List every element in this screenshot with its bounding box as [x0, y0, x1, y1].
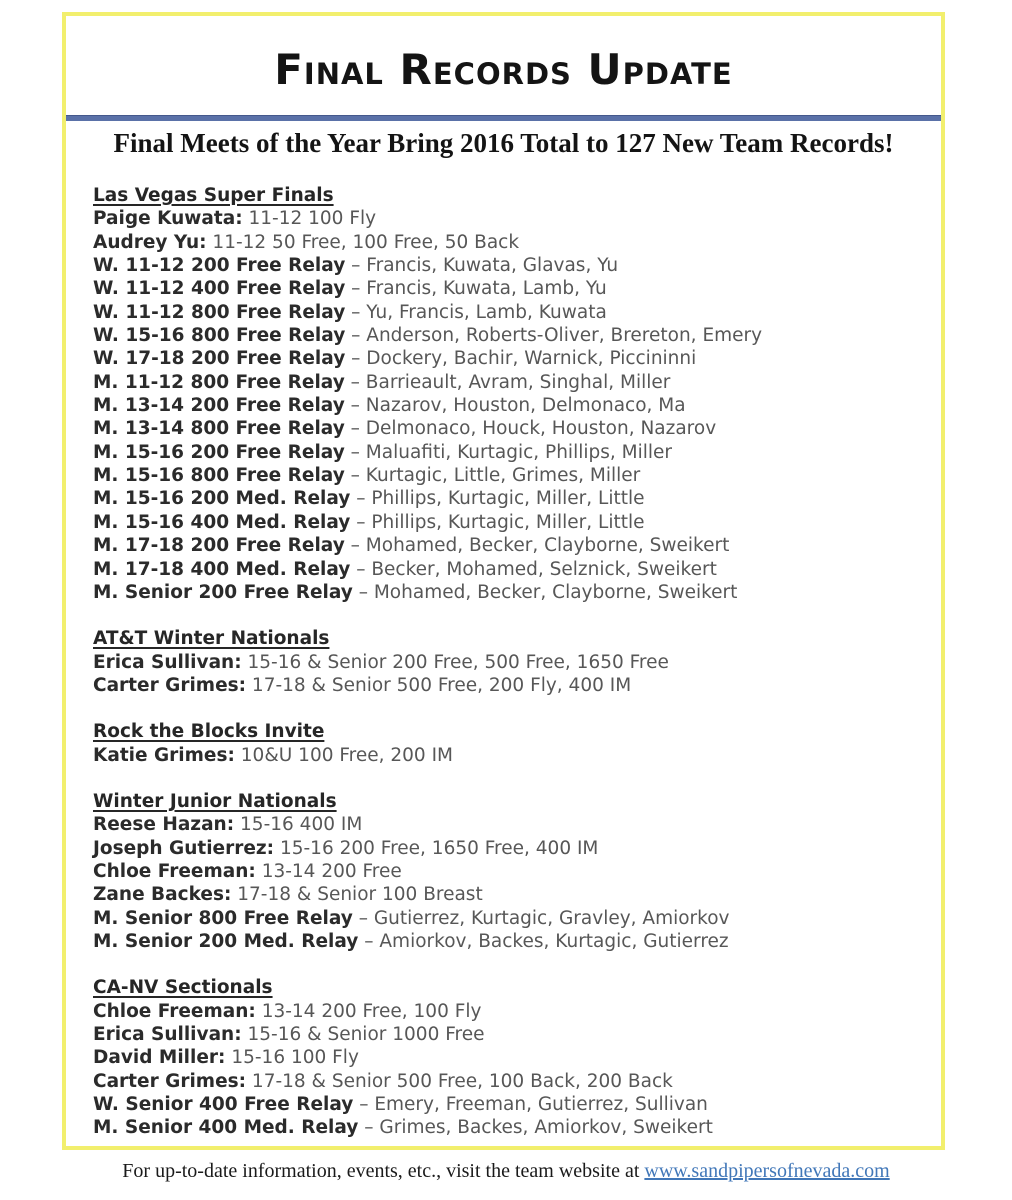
- section-heading: CA-NV Sectionals: [93, 977, 273, 999]
- entry-detail: 10&U 100 Free, 200 IM: [240, 744, 453, 766]
- entry-detail: – Becker, Mohamed, Selznick, Sweikert: [356, 558, 717, 580]
- record-entry: [93, 347, 923, 370]
- footer: [0, 1160, 1012, 1183]
- section-rock-the-blocks-invite: [93, 720, 923, 767]
- record-entry: [93, 1070, 923, 1093]
- record-entry: [93, 207, 923, 230]
- entry-detail: 17-18 & Senior 100 Breast: [237, 884, 483, 906]
- entry-detail: 15-16 200 Free, 1650 Free, 400 IM: [279, 837, 599, 859]
- bordered-sheet: [62, 12, 945, 1150]
- record-entry: [93, 324, 923, 347]
- entry-subject: M. 11-12 800 Free Relay: [93, 371, 345, 393]
- section-las-vegas-super-finals: [93, 184, 923, 604]
- entry-detail: – Anderson, Roberts-Oliver, Brereton, Emery: [351, 325, 763, 347]
- record-entry: [93, 1046, 923, 1069]
- entry-detail: – Grimes, Backes, Amiorkov, Sweikert: [364, 1117, 713, 1139]
- record-entry: [93, 534, 923, 557]
- entry-subject: M. 15-16 200 Free Relay: [93, 441, 345, 463]
- record-entry: [93, 254, 923, 277]
- record-entry: [93, 744, 923, 767]
- entry-detail: 15-16 400 IM: [240, 814, 363, 836]
- record-entry: [93, 441, 923, 464]
- entry-subject: M. Senior 400 Med. Relay: [93, 1117, 359, 1139]
- record-entry: [93, 511, 923, 534]
- record-entry: [93, 394, 923, 417]
- records-content: [66, 184, 941, 1140]
- entry-detail: 15-16 & Senior 1000 Free: [247, 1024, 485, 1045]
- record-entry: [93, 930, 923, 953]
- entry-subject: Audrey Yu:: [93, 231, 207, 253]
- page-title: Final Records Update: [274, 45, 733, 94]
- entry-subject: Katie Grimes:: [93, 744, 235, 766]
- entry-subject: Erica Sullivan:: [93, 1024, 242, 1045]
- record-entry: [93, 581, 923, 604]
- entry-detail: – Kurtagic, Little, Grimes, Miller: [350, 465, 641, 487]
- record-entry: [93, 1000, 923, 1023]
- entry-detail: – Emery, Freeman, Gutierrez, Sullivan: [359, 1094, 708, 1116]
- entry-subject: M. 13-14 200 Free Relay: [93, 395, 345, 417]
- entry-detail: – Mohamed, Becker, Clayborne, Sweikert: [358, 581, 738, 603]
- entry-subject: M. 17-18 200 Free Relay: [93, 535, 345, 557]
- horizontal-divider: [66, 115, 941, 121]
- entry-subject: M. Senior 200 Med. Relay: [93, 930, 359, 952]
- entry-detail: – Barrieault, Avram, Singhal, Miller: [350, 371, 671, 393]
- section-heading: Winter Junior Nationals: [93, 790, 337, 812]
- section-heading: AT&T Winter Nationals: [93, 628, 330, 650]
- footer-text: For up-to-date information, events, etc., visit the team website at: [122, 1160, 640, 1182]
- record-entry: [93, 301, 923, 324]
- entry-subject: M. 15-16 200 Med. Relay: [93, 488, 351, 510]
- record-entry: [93, 1023, 923, 1046]
- section-heading: Las Vegas Super Finals: [93, 185, 334, 206]
- entry-detail: – Phillips, Kurtagic, Miller, Little: [356, 488, 645, 510]
- record-entry: [93, 837, 923, 860]
- entry-subject: Carter Grimes:: [93, 1070, 247, 1092]
- entry-detail: – Nazarov, Houston, Delmonaco, Ma: [350, 395, 686, 417]
- record-entry: [93, 371, 923, 394]
- entry-detail: – Dockery, Bachir, Warnick, Piccininni: [351, 348, 697, 370]
- record-entry: [93, 907, 923, 930]
- record-entry: [93, 231, 923, 254]
- entry-detail: 17-18 & Senior 500 Free, 100 Back, 200 Back: [251, 1070, 673, 1092]
- record-entry: [93, 674, 923, 697]
- entry-subject: Chloe Freeman:: [93, 1000, 256, 1022]
- entry-subject: Carter Grimes:: [93, 674, 247, 696]
- record-entry: [93, 1116, 923, 1139]
- record-entry: [93, 558, 923, 581]
- entry-subject: Paige Kuwata:: [93, 208, 243, 230]
- entry-subject: M. 15-16 400 Med. Relay: [93, 511, 351, 533]
- entry-detail: – Maluafiti, Kurtagic, Phillips, Miller: [350, 441, 672, 463]
- entry-detail: 13-14 200 Free: [261, 860, 402, 882]
- entry-detail: 15-16 100 Fly: [231, 1047, 359, 1069]
- section-heading: Rock the Blocks Invite: [93, 721, 325, 743]
- section-ca-nv-sectionals: [93, 976, 923, 1139]
- record-entry: [93, 813, 923, 836]
- entry-subject: Zane Backes:: [93, 884, 232, 906]
- entry-subject: W. 11-12 800 Free Relay: [93, 301, 346, 323]
- entry-detail: 13-14 200 Free, 100 Fly: [261, 1000, 482, 1022]
- team-website-link[interactable]: www.sandpipersofnevada.com: [644, 1160, 890, 1182]
- record-entry: [93, 417, 923, 440]
- entry-detail: – Francis, Kuwata, Glavas, Yu: [351, 255, 619, 277]
- entry-subject: M. Senior 200 Free Relay: [93, 581, 353, 603]
- entry-subject: M. Senior 800 Free Relay: [93, 907, 353, 929]
- entry-subject: Erica Sullivan:: [93, 651, 242, 673]
- subtitle: Final Meets of the Year Bring 2016 Total to 127 New Team Records!: [113, 128, 894, 158]
- record-entry: [93, 464, 923, 487]
- entry-detail: – Mohamed, Becker, Clayborne, Sweikert: [350, 535, 730, 557]
- entry-detail: – Yu, Francis, Lamb, Kuwata: [351, 301, 607, 323]
- entry-detail: 11-12 50 Free, 100 Free, 50 Back: [212, 231, 520, 253]
- record-entry: [93, 487, 923, 510]
- record-entry: [93, 860, 923, 883]
- section-winter-junior-nationals: [93, 790, 923, 953]
- entry-detail: 11-12 100 Fly: [248, 208, 377, 230]
- entry-subject: W. Senior 400 Free Relay: [93, 1094, 354, 1116]
- entry-detail: – Phillips, Kurtagic, Miller, Little: [356, 511, 645, 533]
- record-entry: [93, 1093, 923, 1116]
- entry-subject: M. 17-18 400 Med. Relay: [93, 558, 351, 580]
- entry-detail: – Amiorkov, Backes, Kurtagic, Gutierrez: [364, 930, 729, 952]
- entry-subject: W. 15-16 800 Free Relay: [93, 325, 346, 347]
- entry-detail: – Francis, Kuwata, Lamb, Yu: [351, 278, 607, 300]
- entry-subject: M. 15-16 800 Free Relay: [93, 465, 345, 487]
- section-att-winter-nationals: [93, 627, 923, 697]
- entry-detail: – Delmonaco, Houck, Houston, Nazarov: [350, 418, 717, 440]
- entry-subject: David Miller:: [93, 1047, 226, 1069]
- entry-subject: M. 13-14 800 Free Relay: [93, 418, 345, 440]
- record-entry: [93, 651, 923, 674]
- entry-subject: Reese Hazan:: [93, 814, 235, 836]
- entry-detail: 15-16 & Senior 200 Free, 500 Free, 1650 Free: [247, 651, 669, 673]
- entry-detail: 17-18 & Senior 500 Free, 200 Fly, 400 IM: [251, 674, 632, 696]
- entry-subject: Chloe Freeman:: [93, 860, 256, 882]
- entry-subject: W. 11-12 200 Free Relay: [93, 255, 346, 277]
- entry-subject: W. 11-12 400 Free Relay: [93, 278, 346, 300]
- entry-subject: Joseph Gutierrez:: [93, 837, 275, 859]
- entry-subject: W. 17-18 200 Free Relay: [93, 348, 346, 370]
- record-entry: [93, 277, 923, 300]
- record-entry: [93, 883, 923, 906]
- entry-detail: – Gutierrez, Kurtagic, Gravley, Amiorkov: [358, 907, 730, 929]
